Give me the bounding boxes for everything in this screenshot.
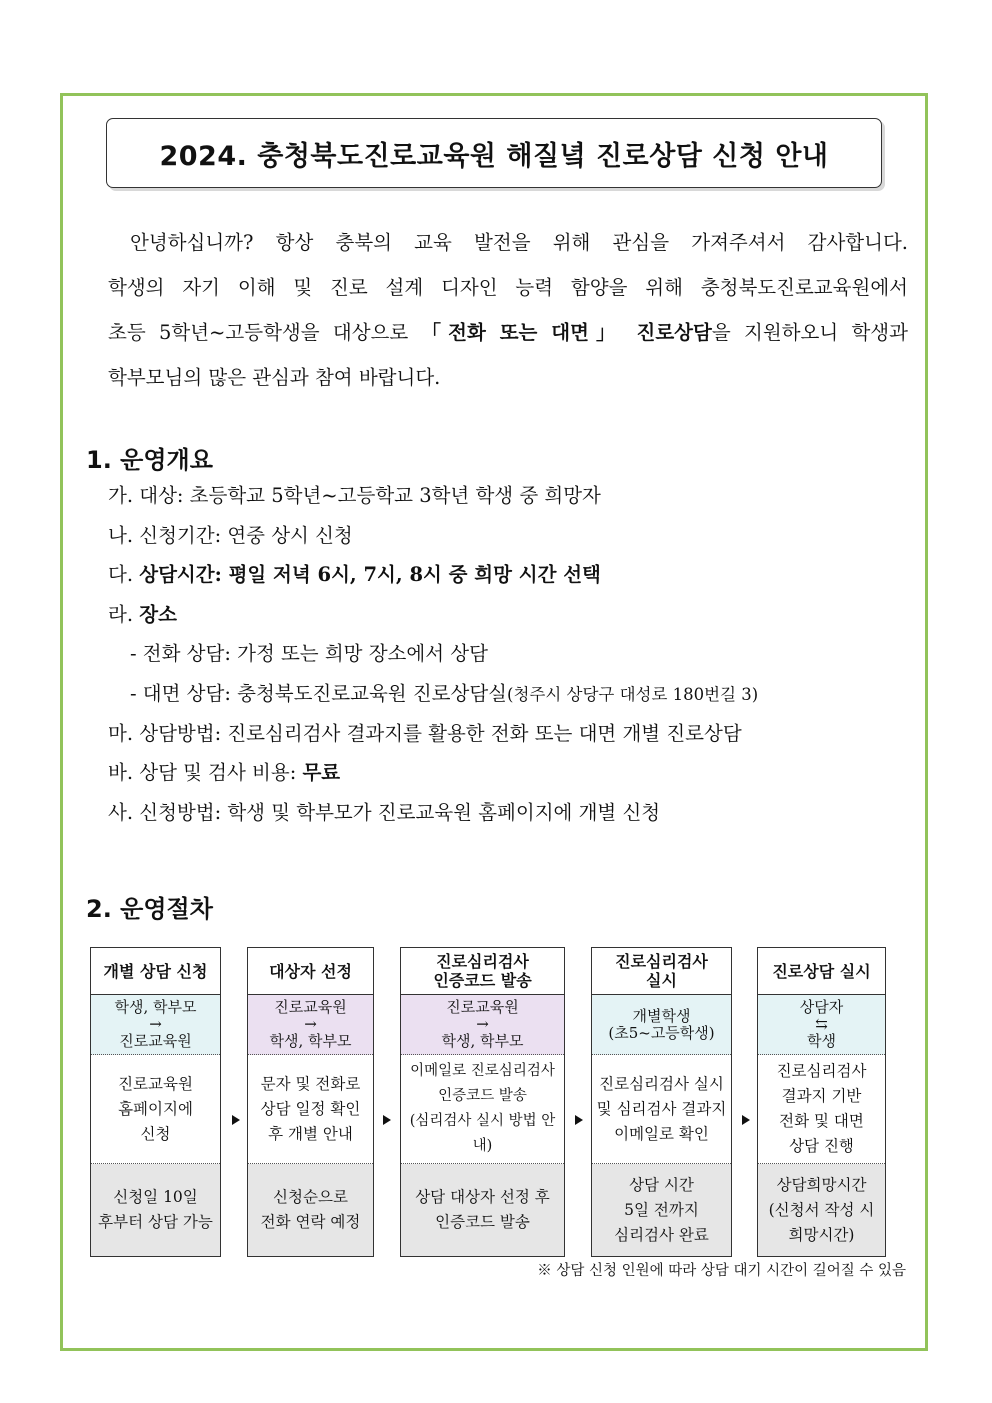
overview-cost-value: 무료: [302, 761, 341, 785]
exchange-arrows-icon: ⇆: [815, 1015, 828, 1033]
step-select-title: 대상자 선정: [248, 948, 373, 995]
step-select-description: 문자 및 전화로 상담 일정 확인 후 개별 안내: [248, 1055, 373, 1164]
flow-arrow-icon: [575, 1115, 583, 1125]
footnote: ※ 상담 신청 인원에 따라 상담 대기 시간이 길어질 수 있음: [537, 1263, 906, 1279]
overview-time-prefix: 다.: [108, 563, 134, 587]
section-1-title: 1. 운영개요: [86, 446, 213, 474]
step-code: [400, 947, 565, 1257]
overview-place-prefix: 라.: [108, 602, 134, 626]
overview-place-address: (청주시 상당구 대성로 180번길 3): [507, 684, 759, 704]
procedure-flow: [90, 947, 908, 1257]
overview-time: [108, 555, 908, 595]
overview-period: 나. 신청기간: 연중 상시 신청: [108, 523, 353, 547]
step-counsel-note: 상담희망시간 (신청서 작성 시 희망시간): [758, 1164, 885, 1256]
page-title: 2024. 충청북도진로교육원 해질녘 진로상담 신청 안내: [106, 118, 882, 188]
flow-arrow-icon: [742, 1115, 750, 1125]
intro-line-1: 안녕하십니까? 항상 충북의 교육 발전을 위해 관심을 가져주셔서 감사합니다.: [130, 231, 908, 254]
step-code-from: 진로교육원: [446, 998, 519, 1016]
step-code-note: 상담 대상자 선정 후 인증코드 발송: [401, 1164, 564, 1256]
step-counsel: [757, 947, 886, 1257]
step-test-description: 진로심리검사 실시 및 심리검사 결과지 이메일로 확인: [592, 1055, 731, 1164]
overview-place-visit: [108, 674, 908, 714]
section-2-title: 2. 운영절차: [86, 895, 213, 923]
step-counsel-to: 학생: [807, 1032, 836, 1050]
overview-method: 마. 상담방법: 진로심리검사 결과지를 활용한 전화 또는 대면 개별 진로상담: [108, 721, 742, 745]
flow-arrow-icon: [232, 1115, 240, 1125]
overview-cost-label: 바. 상담 및 검사 비용:: [108, 761, 297, 785]
overview-time-text: 상담시간: 평일 저녁 6시, 7시, 8시 중 희망 시간 선택: [139, 563, 601, 587]
step-apply-note: 신청일 10일 후부터 상담 가능: [91, 1164, 220, 1256]
arrow-right-icon: →: [304, 1015, 317, 1033]
step-code-title: 진로심리검사 인증코드 발송: [401, 948, 564, 995]
intro-line-3-emphasis: 「전화 또는 대면」 진로상담: [421, 321, 712, 344]
step-apply-description: 진로교육원 홈페이지에 신청: [91, 1055, 220, 1164]
step-select-from: 진로교육원: [274, 998, 347, 1016]
overview-place-phone: - 전화 상담: 가정 또는 희망 장소에서 상담: [130, 642, 488, 666]
arrow-right-icon: →: [476, 1015, 489, 1033]
step-apply-from: 학생, 학부모: [114, 998, 197, 1016]
intro-line-3-end: 을 지원하오니 학생과: [711, 321, 908, 344]
intro-line-2: 학생의 자기 이해 및 진로 설계 디자인 능력 함양을 위해 충청북도진로교육원에서: [108, 276, 908, 299]
intro-paragraph: [108, 220, 908, 400]
overview-place-visit-main: - 대면 상담: 충청북도진로교육원 진로상담실: [130, 681, 508, 705]
arrow-right-icon: →: [149, 1015, 162, 1033]
step-test-who: 개별학생: [632, 1006, 691, 1025]
step-apply-parties: [91, 995, 220, 1055]
step-test-parties: [592, 995, 731, 1055]
step-test: [591, 947, 732, 1257]
intro-line-4: 학부모님의 많은 관심과 참여 바랍니다.: [108, 366, 441, 389]
overview-cost: [108, 753, 908, 793]
step-counsel-from: 상담자: [799, 998, 844, 1016]
step-select-note: 신청순으로 전화 연락 예정: [248, 1164, 373, 1256]
overview-target: 가. 대상: 초등학교 5학년~고등학교 3학년 학생 중 희망자: [108, 484, 601, 507]
step-counsel-title: 진로상담 실시: [758, 948, 885, 995]
step-apply: [90, 947, 221, 1257]
step-select: [247, 947, 374, 1257]
step-select-to: 학생, 학부모: [269, 1032, 352, 1050]
step-test-title: 진로심리검사 실시: [592, 948, 731, 995]
overview-place: [108, 595, 908, 635]
intro-line-3-start: 초등 5학년~고등학생을 대상으로: [108, 321, 409, 344]
overview-place-text: 장소: [139, 602, 177, 626]
step-code-to: 학생, 학부모: [441, 1032, 524, 1050]
step-test-who-detail: (초5~고등학생): [608, 1023, 715, 1042]
step-counsel-parties: [758, 995, 885, 1055]
step-counsel-description: 진로심리검사 결과지 기반 전화 및 대면 상담 진행: [758, 1055, 885, 1164]
step-code-parties: [401, 995, 564, 1055]
step-apply-to: 진로교육원: [119, 1032, 192, 1050]
step-code-description: 이메일로 진로심리검사 인증코드 발송 (심리검사 실시 방법 안내): [401, 1055, 564, 1164]
intro-line-3: [108, 310, 908, 355]
step-select-parties: [248, 995, 373, 1055]
flow-arrow-icon: [383, 1115, 391, 1125]
step-apply-title: 개별 상담 신청: [91, 948, 220, 995]
overview-list: [108, 476, 908, 832]
step-test-note: 상담 시간 5일 전까지 심리검사 완료: [592, 1164, 731, 1256]
overview-apply: 사. 신청방법: 학생 및 학부모가 진로교육원 홈페이지에 개별 신청: [108, 800, 661, 824]
